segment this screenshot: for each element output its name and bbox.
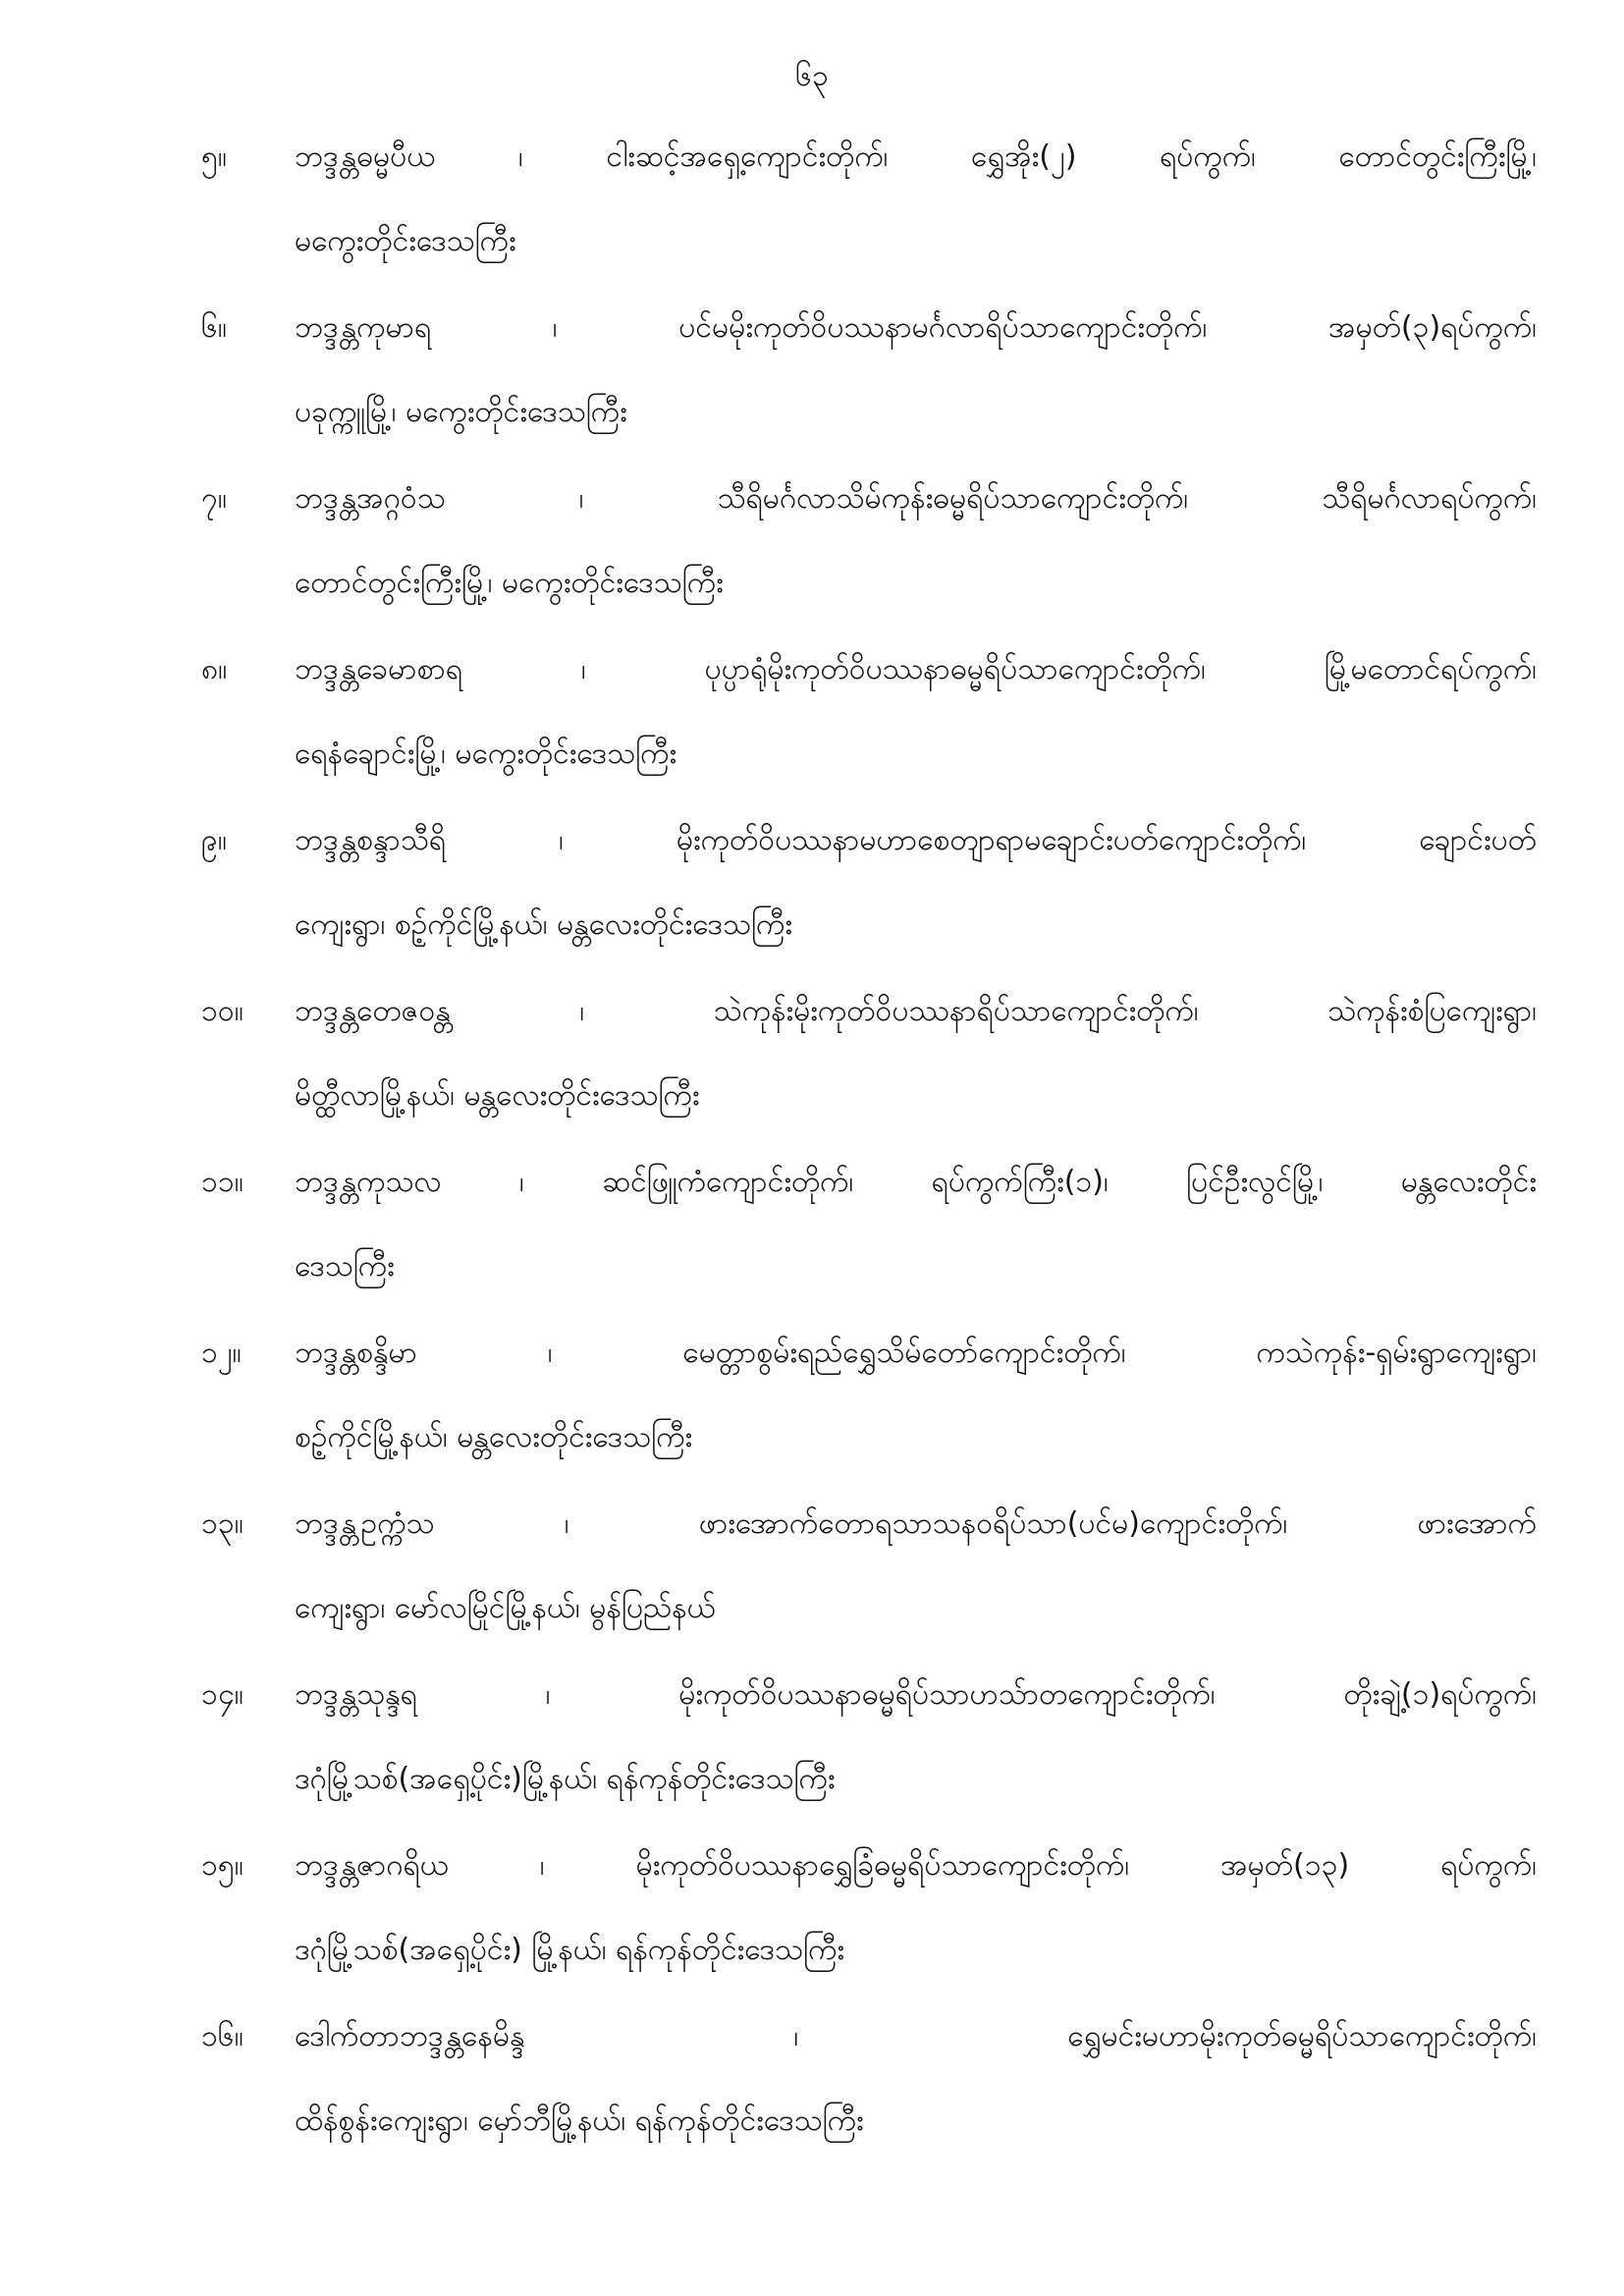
- entry-number: ၉။: [201, 823, 227, 857]
- entry-text-line: ဘဒ္ဒန္တသုန္ဒရ ၊ မိုးကုတ်ဝိပဿနာဓမ္မရိပ်သာဟသ်ာတကျောင်းတိုက်၊ တိုးချဲ့(၁)ရပ်ကွက်၊: [295, 1677, 1537, 1712]
- entry-text-line: ကျေးရွာ၊ စဉ့်ကိုင်မြို့နယ်၊ မန္တလေးတိုင်းဒေသကြီး: [295, 907, 793, 942]
- entry-text-line: ဘဒ္ဒန္တစန္ဒာသီရိ ၊ မိုးကုတ်ဝိပဿနာမဟာစေတျာရာမချောင်းပတ်ကျောင်းတိုက်၊ ချောင်းပတ်: [295, 823, 1537, 857]
- entry-list: [0, 116, 1624, 2166]
- entry-text-line: မိတ္ထီလာမြို့နယ်၊ မန္တလေးတိုင်းဒေသကြီး: [295, 1078, 700, 1113]
- entry-text-line: ဘဒ္ဒန္တစန္ဒိမာ ၊ မေတ္တာစွမ်းရည်ရွှေသိမ်တော်ကျောင်းတိုက်၊ ကသဲကုန်း-ရှမ်းရွာကျေးရွာ၊: [295, 1336, 1537, 1370]
- entry-number: ၁၅။: [201, 1848, 244, 1883]
- entry-text-line: ဘဒ္ဒန္တခေမာစာရ ၊ ပုပ္ပာရုံမိုးကုတ်ဝိပဿနာဓမ္မရိပ်သာကျောင်းတိုက်၊ မြို့မတောင်ရပ်ကွက်၊: [295, 652, 1537, 686]
- list-item: [0, 1141, 1624, 1312]
- entry-text-line: ပခုက္ကူမြို့၊ မကွေးတိုင်းဒေသကြီး: [295, 395, 627, 429]
- entry-number: ၁၂။: [201, 1336, 242, 1370]
- page-number: ၆၃: [795, 59, 829, 93]
- entry-text-line: ဘဒ္ဒန္တကုမာရ ၊ ပင်မမိုးကုတ်ဝိပဿနာမင်္ဂလာရိပ်သာကျောင်းတိုက်၊ အမှတ်(၃)ရပ်ကွက်၊: [295, 310, 1537, 345]
- entry-text-line: ဘဒ္ဒန္တဥက္ကံသ ၊ ဖားအောက်တောရသာသနဝရိပ်သာ(ပင်မ)ကျောင်းတိုက်၊ ဖားအောက်: [295, 1506, 1537, 1541]
- entry-number: ၈။: [201, 652, 228, 686]
- list-item: [0, 458, 1624, 629]
- entry-text-line: ဘဒ္ဒန္တတေဇဝန္တ ၊ သဲကုန်းမိုးကုတ်ဝိပဿနာရိပ်သာကျောင်းတိုက်၊ သဲကုန်းစံပြကျေးရွာ၊: [295, 994, 1537, 1028]
- entry-number: ၅။: [201, 139, 227, 174]
- entry-text-line: ဒေသကြီး: [295, 1249, 395, 1284]
- entry-number: ၁၁။: [201, 1165, 244, 1199]
- entry-text-line: ဘဒ္ဒန္တဓမ္မပီယ ၊ ငါးဆင့်အရှေ့ကျောင်းတိုက်၊ ရွှေအိုး(၂) ရပ်ကွက်၊ တောင်တွင်းကြီးမြို့၊: [295, 139, 1537, 174]
- entry-number: ၆။: [201, 310, 227, 345]
- list-item: [0, 1995, 1624, 2166]
- list-item: [0, 1654, 1624, 1825]
- entry-number: ၇။: [201, 481, 227, 516]
- entry-text-line: မကွေးတိုင်းဒေသကြီး: [295, 224, 516, 258]
- list-item: [0, 116, 1624, 287]
- list-item: [0, 1483, 1624, 1654]
- entry-text-line: ကျေးရွာ၊ မော်လမြိုင်မြို့နယ်၊ မွန်ပြည်နယ်: [295, 1591, 716, 1625]
- list-item: [0, 799, 1624, 970]
- list-item: [0, 1312, 1624, 1483]
- entry-number: ၁၆။: [201, 2019, 244, 2053]
- entry-text-line: ဘဒ္ဒန္တဇာဂရိယ ၊ မိုးကုတ်ဝိပဿနာရွှေခြံဓမ္မရိပ်သာကျောင်းတိုက်၊ အမှတ်(၁၃) ရပ်ကွက်၊: [295, 1848, 1537, 1883]
- entry-number: ၁၃။: [201, 1506, 244, 1541]
- entry-text-line: ထိန်စွန်းကျေးရွာ၊ မှော်ဘီမြို့နယ်၊ ရန်ကုန်တိုင်းဒေသကြီး: [295, 2104, 864, 2138]
- entry-text-line: ဘဒ္ဒန္တအဂ္ဂဝံသ ၊ သီရိမင်္ဂလာသိမ်ကုန်းဓမ္မရိပ်သာကျောင်းတိုက်၊ သီရိမင်္ဂလာရပ်ကွက်၊: [295, 481, 1537, 516]
- entry-text-line: ဒဂုံမြို့သစ်(အရှေ့ပိုင်း) မြို့နယ်၊ ရန်ကုန်တိုင်းဒေသကြီး: [295, 1933, 845, 1967]
- entry-text-line: တောင်တွင်းကြီးမြို့၊ မကွေးတိုင်းဒေသကြီး: [295, 566, 724, 600]
- entry-number: ၁၀။: [201, 994, 244, 1028]
- list-item: [0, 1825, 1624, 1995]
- entry-text-line: ဒေါက်တာဘဒ္ဒန္တနေမိန္ဒ ၊ ရွှေမင်းမဟာမိုးကုတ်ဓမ္မရိပ်သာကျောင်းတိုက်၊: [295, 2019, 1537, 2053]
- entry-text-line: စဉ့်ကိုင်မြို့နယ်၊ မန္တလေးတိုင်းဒေသကြီး: [295, 1420, 693, 1454]
- list-item: [0, 629, 1624, 799]
- list-item: [0, 287, 1624, 458]
- entry-text-line: ဒဂုံမြို့သစ်(အရှေ့ပိုင်း)မြို့နယ်၊ ရန်ကုန်တိုင်းဒေသကြီး: [295, 1762, 836, 1796]
- entry-number: ၁၄။: [201, 1677, 244, 1712]
- entry-text-line: ဘဒ္ဒန္တကုသလ ၊ ဆင်ဖြူကံကျောင်းတိုက်၊ ရပ်ကွက်ကြီး(၁)၊ ပြင်ဦးလွင်မြို့၊ မန္တလေးတိုင်း: [295, 1165, 1537, 1199]
- entry-text-line: ရေနံချောင်းမြို့၊ မကွေးတိုင်းဒေသကြီး: [295, 737, 677, 771]
- list-item: [0, 970, 1624, 1141]
